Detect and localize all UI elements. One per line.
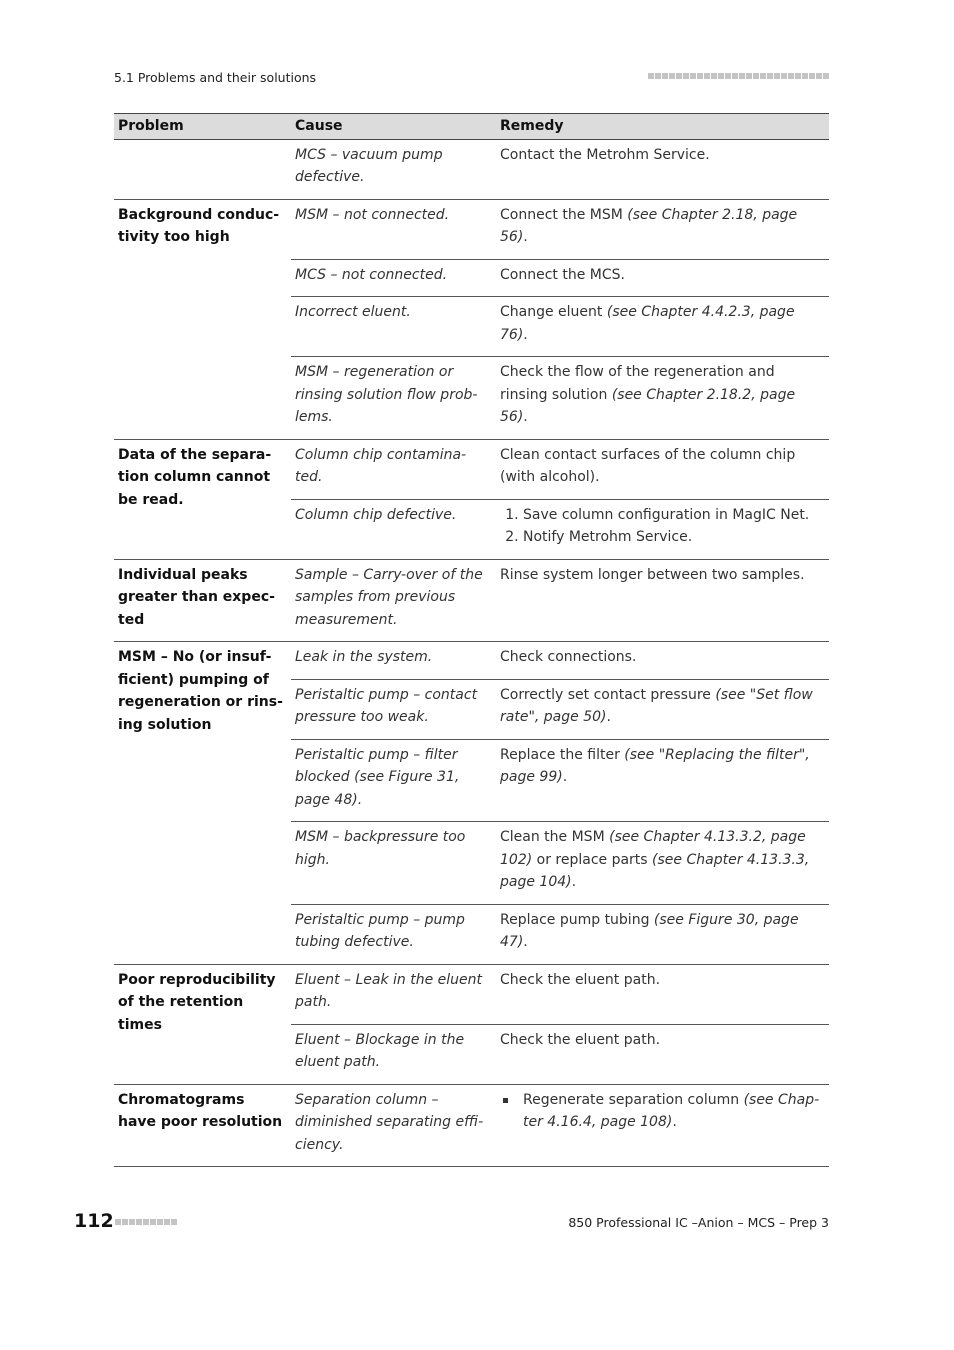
cause-cell: MSM – backpressure too high. [291, 822, 496, 905]
remedy-text: Replace pump tubing [500, 911, 654, 928]
remedy-text: Check the eluent path. [500, 1031, 661, 1048]
remedy-cell [496, 679, 829, 739]
cause-cell: Peristaltic pump – contact pressure too weak. [291, 679, 496, 739]
decor-square [711, 73, 717, 79]
cross-reference: (see "Replacing the filter", page 99) [500, 746, 810, 785]
footer-product-name: 850 Professional IC –Anion – MCS – Prep 3 [568, 1215, 829, 1230]
decor-square [690, 73, 696, 79]
decor-square [795, 73, 801, 79]
remedy-text: . [523, 229, 528, 245]
cause-cell: MCS – not connected. [291, 259, 496, 297]
problem-cell: MSM – No (or insuf-ficient) pumping of regeneration or rins-ing solution [114, 642, 291, 965]
decor-square [129, 1219, 135, 1225]
remedy-steps [500, 504, 825, 549]
cause-cell: Peristaltic pump – filter blocked (see Figure 31, page 48). [291, 739, 496, 822]
decor-square [655, 73, 661, 79]
column-header-cause: Cause [291, 114, 496, 140]
decor-square [136, 1219, 142, 1225]
remedy-cell [496, 964, 829, 1024]
remedy-cell [496, 904, 829, 964]
decor-square [760, 73, 766, 79]
cause-cell: Column chip defective. [291, 499, 496, 559]
decor-square [802, 73, 808, 79]
cause-cell: Peristaltic pump – pump tubing defective. [291, 904, 496, 964]
table-row [114, 199, 829, 259]
remedy-cell [496, 139, 829, 199]
decor-square [662, 73, 668, 79]
header-decoration [648, 73, 829, 79]
decor-square [753, 73, 759, 79]
decor-square [732, 73, 738, 79]
remedy-cell [496, 739, 829, 822]
decor-square [669, 73, 675, 79]
remedy-text: . [523, 326, 528, 343]
decor-square [164, 1219, 170, 1225]
cross-reference: (see "Set flow rate", page 50) [500, 686, 813, 725]
cause-cell: Eluent – Blockage in the eluent path. [291, 1024, 496, 1084]
remedy-cell [496, 357, 829, 440]
remedy-bullet [523, 1089, 825, 1134]
footer-decoration [115, 1219, 177, 1225]
remedy-text: . [672, 1114, 677, 1130]
cross-reference: (see Chapter 2.18, page 56) [500, 206, 798, 245]
remedy-text: Clean the MSM [500, 829, 610, 845]
cross-reference: (see Chap-ter 4.16.4, page 108) [523, 1091, 820, 1130]
column-header-remedy: Remedy [496, 114, 829, 140]
problem-cell: Individual peaks greater than expec-ted [114, 559, 291, 642]
decor-square [648, 73, 654, 79]
decor-square [746, 73, 752, 79]
cause-cell: MSM – regeneration or rinsing solution flow prob-lems. [291, 357, 496, 440]
decor-square [704, 73, 710, 79]
remedy-text: . [606, 709, 611, 725]
remedy-text: Connect the MSM [500, 206, 628, 223]
column-header-problem: Problem [114, 114, 291, 140]
remedy-text: Regenerate separation column [523, 1091, 744, 1108]
decor-square [823, 73, 829, 79]
decor-square [725, 73, 731, 79]
cause-cell: Leak in the system. [291, 642, 496, 680]
decor-square [781, 73, 787, 79]
table-row [114, 964, 829, 1024]
problem-cell [114, 139, 291, 199]
decor-square [122, 1219, 128, 1225]
remedy-text: Connect the MCS. [500, 266, 625, 283]
cause-cell: Incorrect eluent. [291, 297, 496, 357]
remedy-text: Check the eluent path. [500, 971, 661, 988]
remedy-cell [496, 499, 829, 559]
remedy-cell [496, 642, 829, 680]
remedy-text: or replace parts [532, 851, 653, 868]
decor-square [157, 1219, 163, 1225]
decor-square [143, 1219, 149, 1225]
remedy-text: Replace the filter [500, 746, 625, 763]
cause-cell: MSM – not connected. [291, 199, 496, 259]
cause-cell: Column chip contamina-ted. [291, 439, 496, 499]
cross-reference: (see Chapter 4.4.2.3, page 76) [500, 304, 795, 343]
decor-square [788, 73, 794, 79]
remedy-text: . [523, 409, 528, 425]
remedy-text: . [523, 934, 528, 950]
remedy-cell [496, 559, 829, 642]
remedy-text: Clean contact surfaces of the column chip (with alcohol). [500, 446, 796, 485]
page-number: 112 [74, 1210, 114, 1232]
remedy-text: Check the flow of the regeneration and rinsing solution [500, 364, 775, 403]
decor-square [676, 73, 682, 79]
cause-cell: Separation column – diminished separating effi-ciency. [291, 1084, 496, 1167]
remedy-text: Contact the Metrohm Service. [500, 146, 710, 163]
cause-cell: Eluent – Leak in the eluent path. [291, 964, 496, 1024]
cause-cell: MCS – vacuum pump defective. [295, 146, 443, 185]
table-row [114, 439, 829, 499]
decor-square [809, 73, 815, 79]
running-header-section: 5.1 Problems and their solutions [114, 70, 317, 85]
decor-square [767, 73, 773, 79]
problem-cell: Background conduc-tivity too high [114, 199, 291, 439]
decor-square [739, 73, 745, 79]
problem-cell: Poor reproducibility of the retention times [114, 964, 291, 1084]
remedy-text: Check connections. [500, 649, 637, 665]
decor-square [683, 73, 689, 79]
remedy-step: 1. Save column configuration in MagIC Net. [523, 504, 825, 527]
remedy-text: Rinse system longer between two samples. [500, 566, 805, 583]
remedy-cell [496, 1084, 829, 1167]
remedy-text: Correctly set contact pressure [500, 686, 716, 703]
decor-square [718, 73, 724, 79]
table-row [114, 559, 829, 642]
remedy-bullets [500, 1089, 825, 1134]
table-row [114, 139, 829, 199]
remedy-cell [496, 1024, 829, 1084]
decor-square [115, 1219, 121, 1225]
cross-reference: (see Chapter 4.13.3.2, page 102) [500, 829, 806, 868]
remedy-cell [496, 259, 829, 297]
remedy-step: 2. Notify Metrohm Service. [523, 526, 825, 549]
problem-cell: Data of the separa-tion column cannot be read. [114, 439, 291, 559]
decor-square [774, 73, 780, 79]
decor-square [171, 1219, 177, 1225]
table-header-row [114, 114, 829, 140]
table-row [114, 642, 829, 680]
remedy-cell [496, 822, 829, 905]
cause-cell: Sample – Carry-over of the samples from previous measurement. [291, 559, 496, 642]
cross-reference: (see Figure 30, page 47) [500, 911, 799, 950]
remedy-text: . [571, 874, 577, 890]
problem-cell: Chromatograms have poor resolution [114, 1084, 291, 1167]
remedy-text: . [562, 769, 568, 785]
remedy-cell [496, 439, 829, 499]
cross-reference: (see Chapter 2.18.2, page 56) [500, 386, 796, 425]
remedy-text: Change eluent [500, 304, 607, 320]
decor-square [697, 73, 703, 79]
decor-square [150, 1219, 156, 1225]
decor-square [816, 73, 822, 79]
troubleshooting-table [114, 113, 829, 1167]
table-row [114, 1084, 829, 1167]
remedy-cell [496, 297, 829, 357]
cross-reference: (see Chapter 4.13.3.3, page 104) [500, 851, 810, 890]
remedy-cell [496, 199, 829, 259]
